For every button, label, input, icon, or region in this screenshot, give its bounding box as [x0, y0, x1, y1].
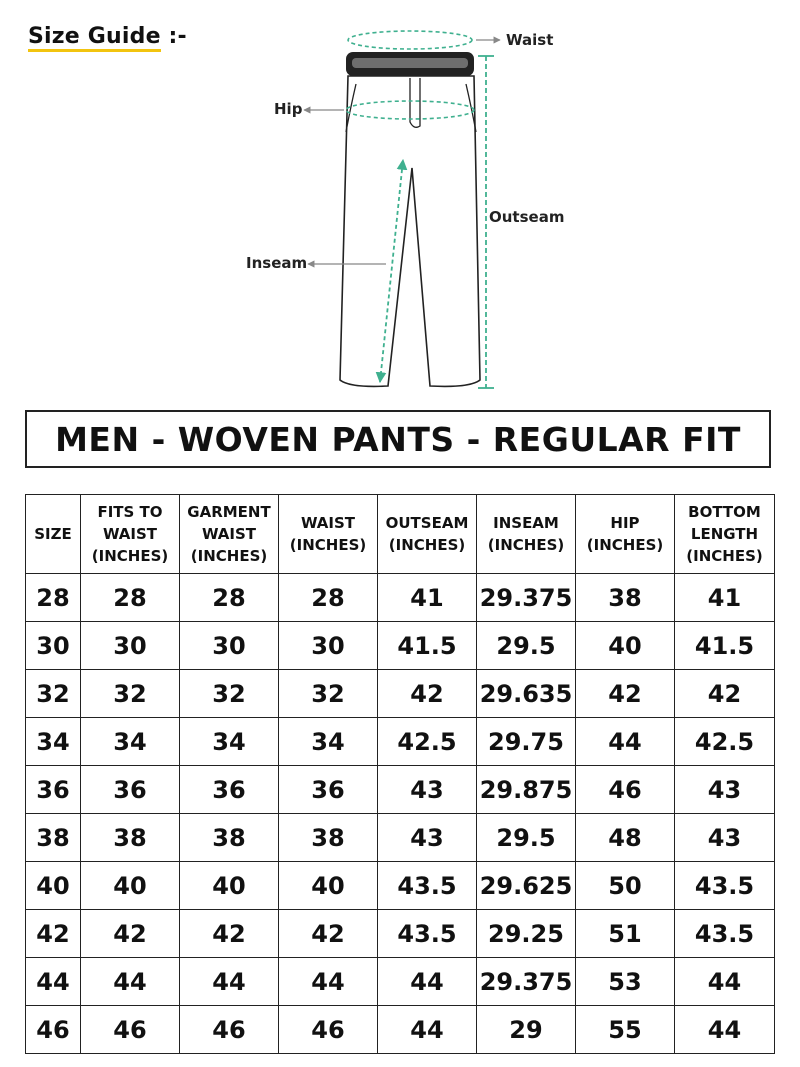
table-cell: 38	[180, 814, 279, 862]
table-cell: 42	[81, 910, 180, 958]
table-cell: 53	[576, 958, 675, 1006]
table-cell: 30	[279, 622, 378, 670]
table-cell: 43	[675, 766, 775, 814]
table-cell: 28	[279, 574, 378, 622]
table-cell: 29.25	[477, 910, 576, 958]
table-cell: 29.5	[477, 622, 576, 670]
table-cell: 28	[26, 574, 81, 622]
table-cell: 46	[279, 1006, 378, 1054]
waist-label: Waist	[506, 31, 554, 49]
header-size: SIZE	[26, 495, 81, 574]
table-title: MEN - WOVEN PANTS - REGULAR FIT	[55, 419, 741, 459]
table-cell: 43	[378, 814, 477, 862]
table-row	[26, 670, 775, 718]
table-cell: 46	[81, 1006, 180, 1054]
pants-diagram-icon	[0, 0, 800, 400]
table-cell: 29.375	[477, 958, 576, 1006]
table-row	[26, 958, 775, 1006]
table-cell: 46	[576, 766, 675, 814]
table-cell: 40	[26, 862, 81, 910]
table-cell: 42.5	[378, 718, 477, 766]
table-cell: 38	[81, 814, 180, 862]
table-cell: 44	[378, 958, 477, 1006]
table-row	[26, 862, 775, 910]
table-cell: 42	[279, 910, 378, 958]
table-cell: 34	[279, 718, 378, 766]
table-cell: 43.5	[378, 862, 477, 910]
size-chart-table	[25, 494, 775, 1054]
table-cell: 34	[81, 718, 180, 766]
table-cell: 32	[81, 670, 180, 718]
table-cell: 34	[180, 718, 279, 766]
table-cell: 29.635	[477, 670, 576, 718]
table-cell: 30	[81, 622, 180, 670]
table-cell: 44	[81, 958, 180, 1006]
table-cell: 29.75	[477, 718, 576, 766]
table-cell: 44	[576, 718, 675, 766]
table-cell: 36	[26, 766, 81, 814]
header-hip: HIP (INCHES)	[576, 495, 675, 574]
table-cell: 29.625	[477, 862, 576, 910]
table-cell: 40	[180, 862, 279, 910]
header-fits-to-waist: FITS TO WAIST (INCHES)	[81, 495, 180, 574]
table-body	[26, 574, 775, 1054]
table-cell: 38	[26, 814, 81, 862]
hip-label: Hip	[274, 100, 303, 118]
table-title-box	[25, 410, 771, 468]
table-row	[26, 766, 775, 814]
table-cell: 48	[576, 814, 675, 862]
header-waist: WAIST (INCHES)	[279, 495, 378, 574]
table-row	[26, 910, 775, 958]
table-cell: 43.5	[675, 910, 775, 958]
table-cell: 51	[576, 910, 675, 958]
header-bottom-length: BOTTOM LENGTH (INCHES)	[675, 495, 775, 574]
table-cell: 41.5	[378, 622, 477, 670]
table-cell: 43.5	[378, 910, 477, 958]
table-cell: 42	[180, 910, 279, 958]
table-cell: 42.5	[675, 718, 775, 766]
table-header-row	[26, 495, 775, 574]
table-cell: 29	[477, 1006, 576, 1054]
table-cell: 43.5	[675, 862, 775, 910]
table-cell: 36	[279, 766, 378, 814]
table-cell: 44	[180, 958, 279, 1006]
table-cell: 50	[576, 862, 675, 910]
inseam-label: Inseam	[246, 254, 308, 272]
table-cell: 40	[279, 862, 378, 910]
table-cell: 44	[26, 958, 81, 1006]
table-cell: 44	[675, 958, 775, 1006]
header-inseam: INSEAM (INCHES)	[477, 495, 576, 574]
table-cell: 41.5	[675, 622, 775, 670]
table-cell: 46	[180, 1006, 279, 1054]
table-row	[26, 622, 775, 670]
table-cell: 42	[26, 910, 81, 958]
table-cell: 42	[378, 670, 477, 718]
table-cell: 36	[180, 766, 279, 814]
table-cell: 42	[675, 670, 775, 718]
table-cell: 32	[26, 670, 81, 718]
table-cell: 34	[26, 718, 81, 766]
outseam-label: Outseam	[489, 208, 565, 226]
table-cell: 38	[576, 574, 675, 622]
table-cell: 29.875	[477, 766, 576, 814]
table-cell: 44	[675, 1006, 775, 1054]
table-cell: 55	[576, 1006, 675, 1054]
waist-guide	[348, 31, 472, 49]
table-cell: 46	[26, 1006, 81, 1054]
table-cell: 42	[576, 670, 675, 718]
size-guide-suffix: :-	[160, 24, 187, 49]
table-cell: 38	[279, 814, 378, 862]
table-cell: 28	[81, 574, 180, 622]
table-cell: 29.5	[477, 814, 576, 862]
table-cell: 32	[279, 670, 378, 718]
table-cell: 40	[576, 622, 675, 670]
table-cell: 40	[81, 862, 180, 910]
table-cell: 44	[279, 958, 378, 1006]
table-cell: 43	[675, 814, 775, 862]
table-row	[26, 574, 775, 622]
table-row	[26, 1006, 775, 1054]
table-cell: 41	[675, 574, 775, 622]
table-row	[26, 814, 775, 862]
table-cell: 36	[81, 766, 180, 814]
header-outseam: OUTSEAM (INCHES)	[378, 495, 477, 574]
table-cell: 32	[180, 670, 279, 718]
table-row	[26, 718, 775, 766]
table-cell: 43	[378, 766, 477, 814]
table-cell: 44	[378, 1006, 477, 1054]
table-cell: 28	[180, 574, 279, 622]
table-cell: 30	[180, 622, 279, 670]
table-cell: 29.375	[477, 574, 576, 622]
size-guide-label: Size Guide	[28, 24, 161, 52]
header-garment-waist: GARMENT WAIST (INCHES)	[180, 495, 279, 574]
table-cell: 30	[26, 622, 81, 670]
table-cell: 41	[378, 574, 477, 622]
